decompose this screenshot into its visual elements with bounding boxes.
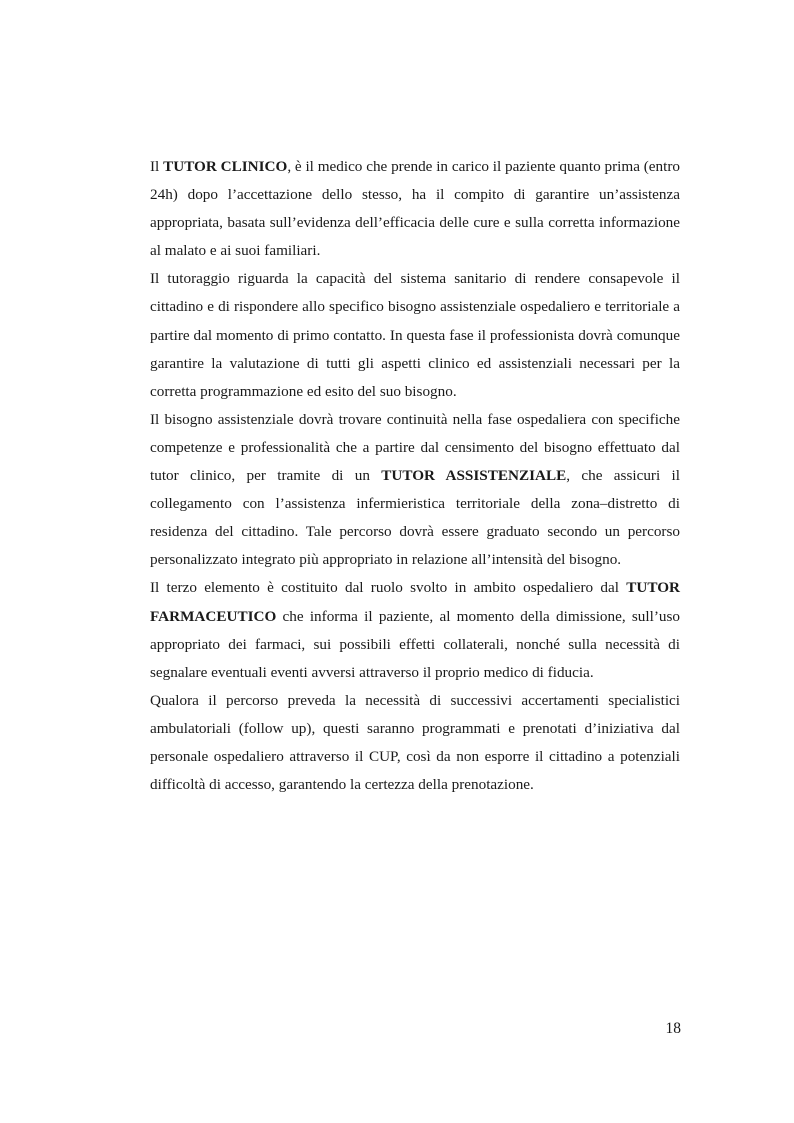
paragraph-tutor-clinico bbox=[150, 153, 680, 265]
term-tutor-farmaceutico: TUTOR FARMACEUTICO bbox=[150, 579, 680, 625]
text-run: Il terzo elemento è costituito dal ruolo svolto in ambito ospedaliero dal bbox=[150, 579, 627, 597]
paragraph-tutoraggio bbox=[150, 265, 680, 405]
document-body bbox=[150, 153, 680, 799]
text-run: che informa il paziente, al momento della dimissione, sull’uso appropriato dei farmaci, sui possibili effetti collaterali, nonché sulla necessità di segnalare eventuali eventi avversi attraverso il proprio medico di fiducia. bbox=[150, 607, 680, 681]
text-run: Il bbox=[150, 158, 164, 175]
paragraph-tutor-farmaceutico bbox=[150, 574, 680, 686]
text-run: , che assicuri il collegamento con l’assistenza infermieristica territoriale della zona–distretto di residenza del cittadino. Tale percorso dovrà essere graduato secondo un percorso personalizzato integrato più appropriato in relazione all’intensità del bisogno. bbox=[150, 467, 680, 569]
text-run: Il tutoraggio riguarda la capacità del sistema sanitario di rendere consapevole il cittadino e di rispondere allo specifico bisogno assistenziale ospedaliero e territoriale a partire dal momento di primo contatto. In questa fase il professionista dovrà comunque garantire la valutazione di tutti gli aspetti clinico ed assistenziali necessari per la corretta programmazione ed esito del suo bisogno. bbox=[150, 270, 680, 400]
paragraph-tutor-assistenziale bbox=[150, 406, 680, 575]
term-tutor-clinico: TUTOR CLINICO bbox=[163, 158, 288, 175]
page-number: 18 bbox=[665, 1020, 681, 1037]
paragraph-follow-up bbox=[150, 687, 680, 799]
term-tutor-assistenziale: TUTOR ASSISTENZIALE bbox=[381, 467, 567, 485]
text-run: Qualora il percorso preveda la necessità di successivi accertamenti specialistici ambulatoriali (follow up), questi saranno programmati e prenotati d’iniziativa dal personale ospedaliero attraverso il CUP, così da non esporre il cittadino a potenziali difficoltà di accesso, garantendo la certezza della prenotazione. bbox=[150, 691, 680, 794]
text-run: Il bisogno assistenziale dovrà trovare continuità nella fase ospedaliera con specifiche competenze e professionalità che a partire dal censimento del bisogno effettuato dal tutor clinico, per tramite di un bbox=[150, 410, 680, 485]
text-run: , è il medico che prende in carico il paziente quanto prima (entro 24h) dopo l’accettazione dello stesso, ha il compito di garantire un’assistenza appropriata, basata sull’evidenza dell’efficacia delle cure e sulla corretta informazione al malato e ai suoi familiari. bbox=[150, 158, 681, 260]
